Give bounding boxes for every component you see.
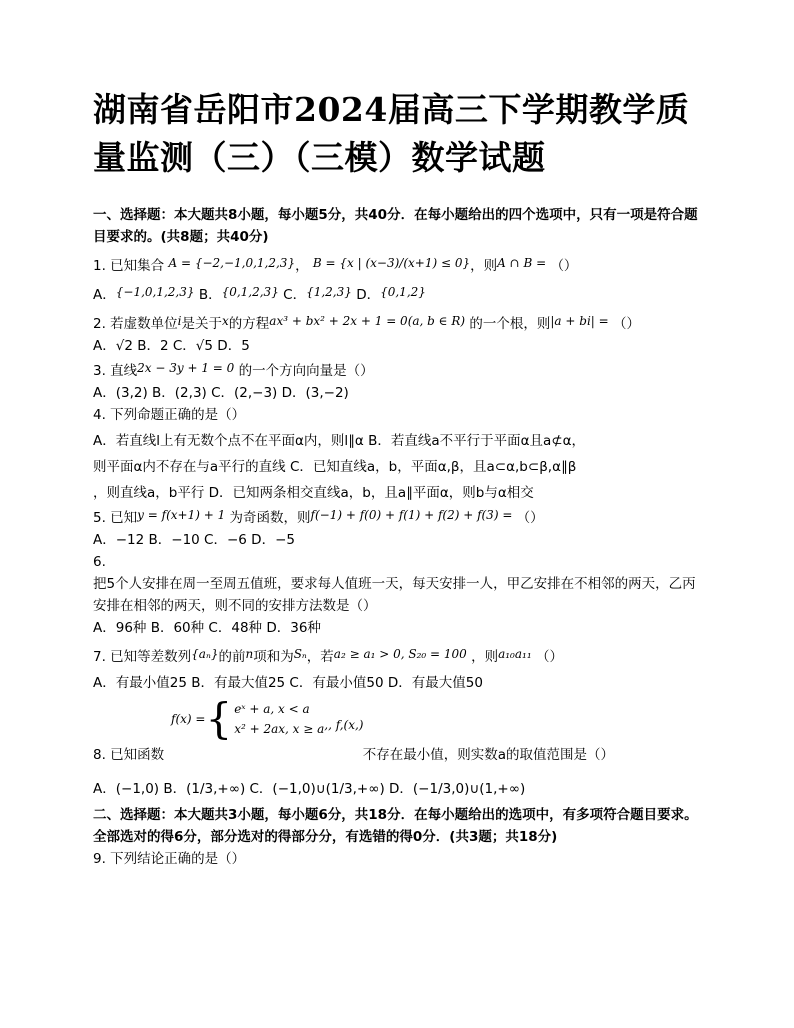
question-2-stem: 2. 若虚数单位i是关于x的方程ax³ + bx² + 2x + 1 = 0(a, b ∈ R) 的一个根，则|a + bi| = （） [93, 314, 640, 332]
question-4-option-line: 则平面α内不存在与a平行的直线 C．已知直线a，b，平面α,β，且a⊂α,b⊂β,α∥β [93, 459, 577, 475]
section-2-heading: 二、选择题：本大题共3小题，每小题6分，共18分．在每小题给出的选项中，有多项符合题目要求。全部选对的得6分，部分选对的得部分分，有选错的得0分．(共3题；共18分) [93, 807, 698, 845]
brace-glyph: { [205, 694, 233, 743]
question-3-stem: 3. 直线2x − 3y + 1 = 0 的一个方向向量是（） [93, 361, 374, 379]
question-4-option-line: ，则直线a，b平行 D．已知两条相交直线a，b，且a∥平面α，则b与α相交 [93, 485, 534, 501]
question-4-stem: 4. 下列命题正确的是（） [93, 407, 246, 423]
question-8-piecewise [93, 694, 705, 744]
page-title: 湖南省岳阳市2024届高三下学期教学质量监测（三）（三模）数学试题 [93, 90, 690, 177]
set-b-math: B = {x | (x−3)/(x+1) ≤ 0} [312, 256, 471, 270]
question-7-stem: 7. 已知等差数列{aₙ}的前n项和为Sₙ，若a₂ ≥ a₁ > 0, S₂₀ = 100 ，则a₁₀a₁₁ （） [93, 647, 563, 665]
question-1-options: A．{−1,0,1,2,3} B．{0,1,2,3} C．{1,2,3} D．{0,1,2} [93, 285, 426, 303]
section-1-heading: 一、选择题：本大题共8小题，每小题5分，共40分．在每小题给出的四个选项中，只有一项是符合题目要求的。(共8题；共40分) [93, 207, 698, 245]
question-8-stem: 8. 已知函数 不存在最小值，则实数a的取值范围是（） [93, 747, 615, 763]
question-1-stem: 1. 已知集合 A = {−2,−1,0,1,2,3}， B = {x | (x−3)/(x+1) ≤ 0}，则A ∩ B = （） [93, 256, 578, 274]
question-6-number: 6. [93, 554, 106, 570]
question-5-options: A．−12 B．−10 C．−6 D．−5 [93, 532, 295, 548]
piecewise-function: f(x) = { eˣ + a, x < a x² + 2ax, x ≥ a ,, f,(x,) [171, 694, 364, 743]
question-6-text: 把5个人安排在周一至周五值班，要求每人值班一天，每天安排一人，甲乙安排在不相邻的两天，乙丙安排在相邻的两天，则不同的安排方法数是（） [93, 576, 696, 614]
question-3-options: A．(3,2) B．(2,3) C．(2,−3) D．(3,−2) [93, 385, 349, 401]
question-4-option-line: A．若直线l上有无数个点不在平面α内，则l∥α B．若直线a不平行于平面α且a⊄α， [93, 433, 585, 449]
question-6-options: A．96种 B．60种 C．48种 D．36种 [93, 620, 321, 636]
document-page [93, 86, 705, 870]
set-a-math: A = {−2,−1,0,1,2,3} [168, 256, 296, 270]
question-8-options: A．(−1,0) B．(1/3,+∞) C．(−1,0)∪(1/3,+∞) D．(−1/3,0)∪(1,+∞) [93, 781, 526, 797]
question-9-stem: 9. 下列结论正确的是（） [93, 851, 246, 867]
question-2-options: A．√2 B．2 C．√5 D．5 [93, 338, 250, 354]
question-5-stem: 5. 已知y = f(x+1) + 1 为奇函数，则f(−1) + f(0) + f(1) + f(2) + f(3) = （） [93, 508, 544, 526]
question-7-options: A．有最小值25 B．有最大值25 C．有最小值50 D．有最大值50 [93, 675, 483, 691]
